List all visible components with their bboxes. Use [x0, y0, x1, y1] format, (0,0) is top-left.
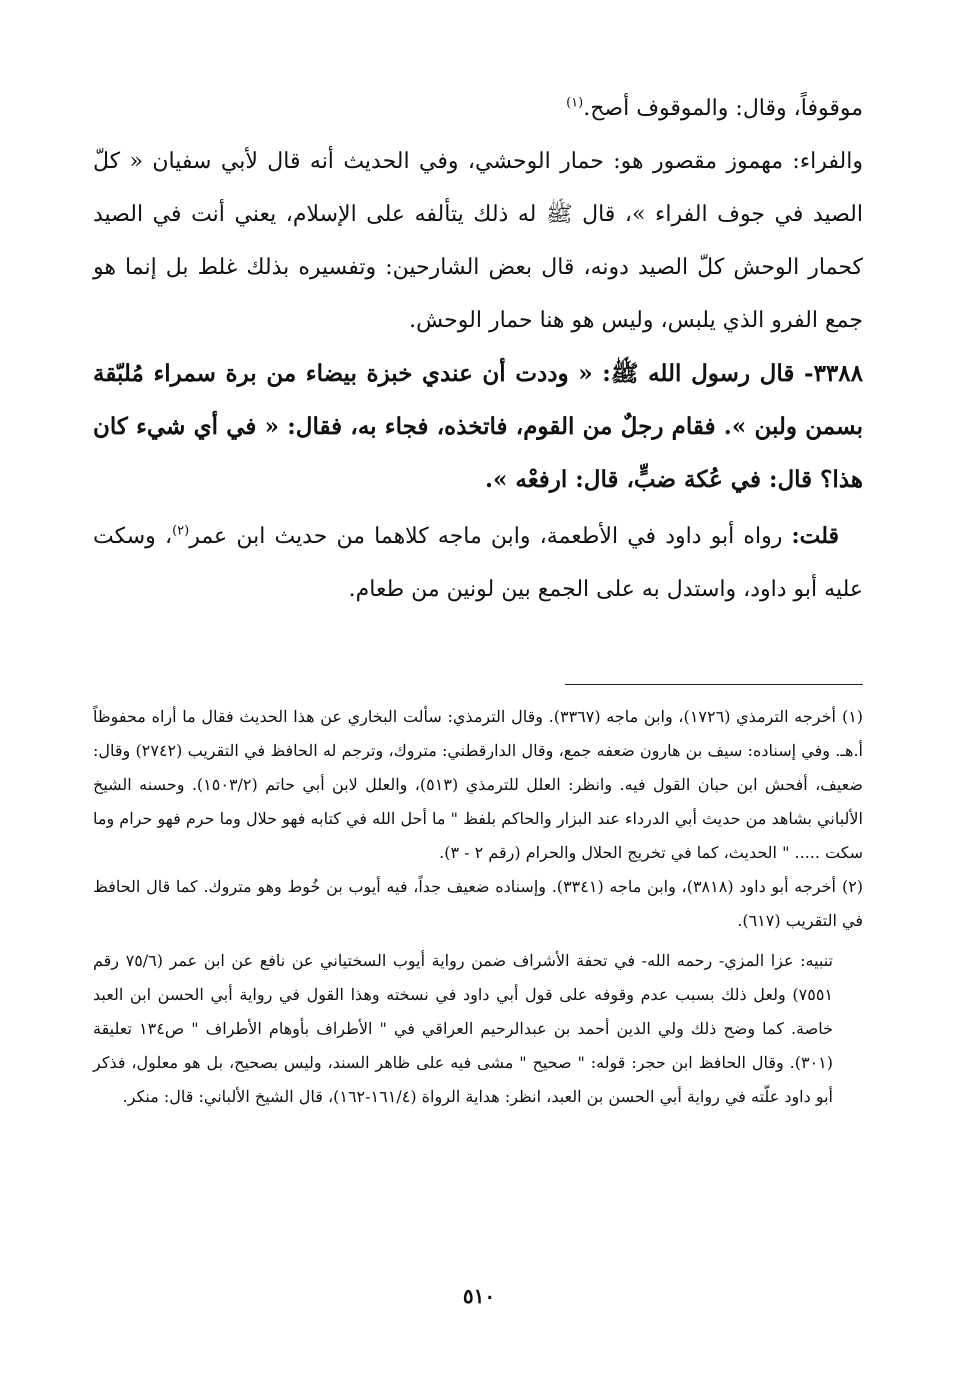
qult-label: قلت: [791, 523, 840, 549]
footnote-2-marker: (٢) [841, 877, 864, 896]
footnote-1-text: أخرجه الترمذي (١٧٢٦)، وابن ماجه (٣٣٦٧). وقال الترمذي: سألت البخاري عن هذا الحديث فقال ما أراه محفوظاً أ.هـ. وفي إسناده: سيف بن هارون ضعفه جمع، وقال الدارقطني: متروك، وترجم له الحافظ في التقريب (٢٧٤٢) وقال: ضعيف، أفحش ابن حبان القول فيه. وانظر: العلل للترمذي (٥١٣)، والعلل لابن أبي حاتم (١٥٠٣/٢). وحسنه الشيخ الألباني بشاهد من حديث أبي الدرداء عند البزار والحاكم بلفظ " ما أحل الله في كتابه فهو حلال وما حرم فهو حرام وما سكت ..... " الحديث، كما في تخريج الحلال والحرام (رقم ٢ - ٣). [93, 707, 864, 862]
continuation-text: موقوفاً، وقال: والموقوف أصح. [583, 96, 863, 121]
footnote-2 [93, 870, 863, 938]
hadith-number: ٣٣٨٨- [804, 360, 863, 387]
footnote-2-text: أخرجه أبو داود (٣٨١٨)، وابن ماجه (٣٣٤١). وإسناده ضعيف جداً، فيه أيوب بن خُوط وهو متروك. كما قال الحافظ في التقريب (٦١٧). [93, 877, 863, 930]
page-number: ٥١٠ [462, 1284, 496, 1308]
qult-text-part-1: رواه أبو داود في الأطعمة، وابن ماجه كلاهما من حديث ابن عمر [189, 524, 783, 549]
fara-paragraph: والفراء: مهموز مقصور هو: حمار الوحشي، وفي الحديث أنه قال لأبي سفيان « كلّ الصيد في جوف الفراء »، قال ﷺ له ذلك يتألفه على الإسلام، يعني أنت في الصيد كحمار الوحش كلّ الصيد دونه، قال بعض الشارحين: وتفسيره بذلك غلط بل إنما هو جمع الفرو الذي يلبس، وليس هو هنا حمار الوحش. [93, 149, 863, 333]
footnotes [93, 700, 863, 1114]
footnote-ref-2: (٢) [172, 523, 190, 539]
qult-text-part-2: ، وسكت عليه أبو داود، واستدل به على الجمع بين لونين من طعام. [93, 524, 863, 602]
continuation-line [93, 82, 863, 135]
footnote-note: تنبيه: عزا المزي- رحمه الله- في تحفة الأشراف ضمن رواية أيوب السختياني عن نافع عن ابن عمر (٧٥/٦ رقم ٧٥٥١) ولعل ذلك بسبب عدم وقوفه على قول أبي داود في نسخته وهذا القول في رواية أبي الحسن ابن العبد خاصة. كما وضح ذلك ولي الدين أحمد بن عبدالرحيم العراقي في " الأطراف بأوهام الأطراف " ص١٣٤ تعليقة (٣٠١). وقال الحافظ ابن حجر: قوله: " صحيح " مشى فيه على ظاهر السند، وليس بصحيح، بل هو معلول، فذكر أبو داود علّته في رواية أبي الحسن بن العبد، انظر: هداية الرواة (١٦١/٤-١٦٢)، قال الشيخ الألباني: قال: منكر. [93, 951, 834, 1106]
hadith-3388 [93, 347, 863, 506]
hadith-text: قال رسول الله ﷺ: « وددت أن عندي خبزة بيضاء من برة سمراء مُلبّقة بسمن ولبن ». فقام رجلٌ من القوم، فاتخذه، فجاء به، فقال: « في أي شيء كان هذا؟ قال: في عُكة ضبٍّ، قال: ارفعْه ». [93, 360, 863, 493]
main-text [93, 82, 863, 638]
footnote-1-marker: (١) [841, 707, 864, 726]
qult-paragraph [93, 510, 863, 616]
footnote-ref-1: (١) [566, 95, 584, 111]
footnote-1 [93, 700, 863, 870]
footnote-separator [565, 684, 863, 685]
